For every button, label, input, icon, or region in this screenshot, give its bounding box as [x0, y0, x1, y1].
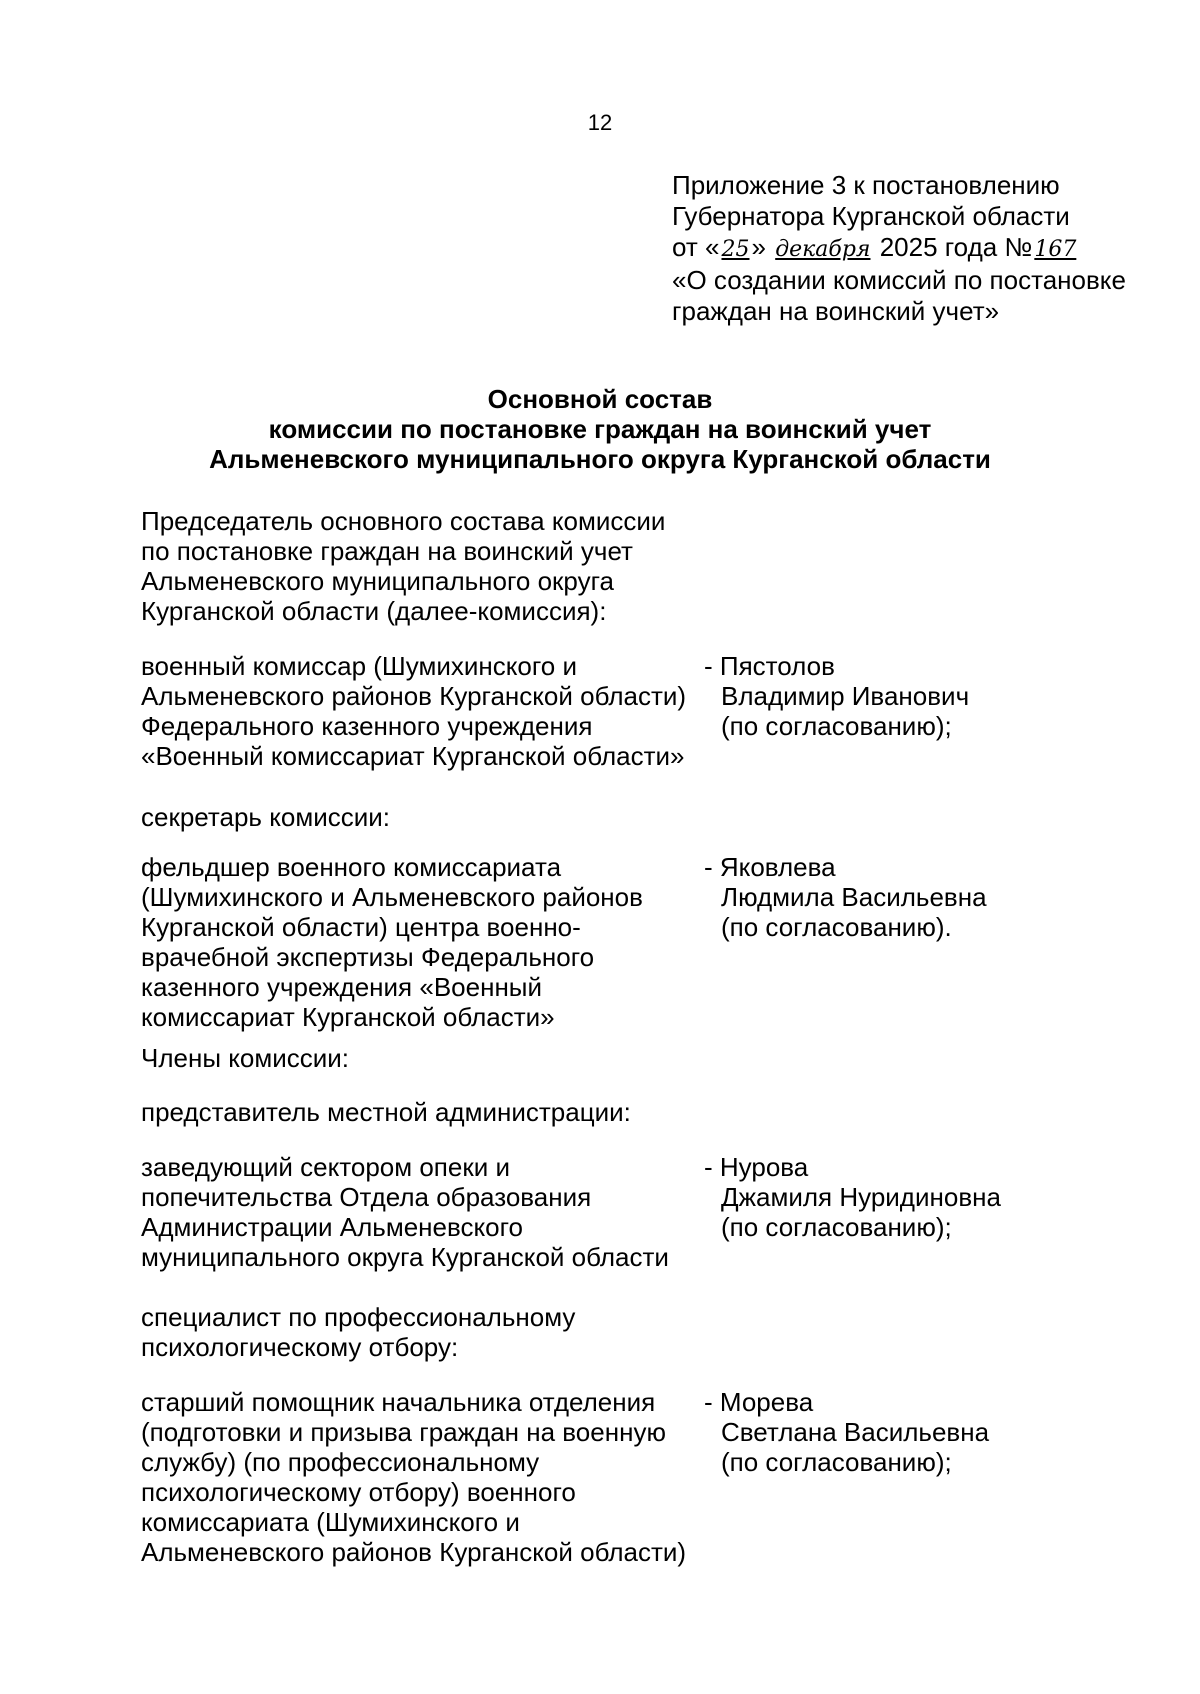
- person-note: (по согласованию).: [721, 912, 952, 942]
- psych-header-line: психологическому отбору:: [141, 1332, 459, 1362]
- person-note: (по согласованию);: [721, 711, 952, 741]
- secretary-header-text: секретарь комиссии:: [141, 802, 390, 832]
- position-line: фельдшер военного комиссариата: [141, 852, 562, 882]
- position-line: Федерального казенного учреждения: [141, 711, 593, 741]
- secretary-header: [141, 802, 696, 832]
- title-line-1: Основной состав: [487, 384, 713, 414]
- person-name: Людмила Васильевна: [721, 882, 987, 912]
- position-line: психологическому отбору) военного: [141, 1477, 576, 1507]
- position-line: (подготовки и призыва граждан на военную: [141, 1417, 666, 1447]
- person-note: (по согласованию);: [721, 1212, 952, 1242]
- psych-entry: [141, 1387, 1081, 1567]
- position-line: Альменевского районов Курганской области): [141, 681, 687, 711]
- members-header-text: Члены комиссии:: [141, 1043, 350, 1073]
- secretary-person: [704, 852, 1024, 942]
- date-prefix: от «: [672, 232, 720, 262]
- title-line-3: Альменевского муниципального округа Курганской области: [209, 444, 991, 474]
- position-line: казенного учреждения «Военный: [141, 972, 543, 1002]
- chairman-header-line: Председатель основного состава комиссии: [141, 506, 666, 536]
- handwritten-month: декабря: [775, 237, 871, 262]
- handwritten-doc-number: 167: [1034, 237, 1077, 262]
- local-admin-header: [141, 1097, 696, 1127]
- page-number: 12: [587, 110, 613, 135]
- members-header: [141, 1043, 696, 1073]
- date-mid: »: [751, 232, 766, 262]
- person-surname: - Яковлева: [704, 852, 836, 882]
- position-line: военный комиссар (Шумихинского и: [141, 651, 577, 681]
- handwritten-day: 25: [721, 237, 750, 262]
- chairman-header: [141, 506, 696, 626]
- person-surname: - Пястолов: [704, 651, 835, 681]
- document-title: [0, 384, 1200, 474]
- person-surname: - Морева: [704, 1387, 814, 1417]
- position-line: муниципального округа Курганской области: [141, 1242, 669, 1272]
- chairman-header-line: по постановке граждан на воинский учет: [141, 536, 633, 566]
- appendix-line-2: Губернатора Курганской области: [672, 201, 1070, 231]
- chairman-header-line: Курганской области (далее-комиссия):: [141, 596, 607, 626]
- person-name: Светлана Васильевна: [721, 1417, 990, 1447]
- position-line: Альменевского районов Курганской области): [141, 1537, 687, 1567]
- position-line: старший помощник начальника отделения: [141, 1387, 656, 1417]
- position-line: (Шумихинского и Альменевского районов: [141, 882, 643, 912]
- position-line: службу) (по профессиональному: [141, 1447, 540, 1477]
- person-name: Джамиля Нуридиновна: [721, 1182, 1001, 1212]
- appendix-date-line: [672, 232, 1172, 265]
- chairman-entry: [141, 651, 1081, 771]
- date-year: 2025 года №: [872, 232, 1033, 262]
- position-line: врачебной экспертизы Федерального: [141, 942, 595, 972]
- psych-person: [704, 1387, 1024, 1477]
- secretary-position: [141, 852, 696, 1032]
- local-admin-person: [704, 1152, 1024, 1242]
- position-line: Администрации Альменевского: [141, 1212, 524, 1242]
- chairman-person: [704, 651, 1024, 741]
- appendix-line-4: «О создании комиссий по постановке: [672, 265, 1126, 295]
- position-line: заведующий сектором опеки и: [141, 1152, 510, 1182]
- person-note: (по согласованию);: [721, 1447, 952, 1477]
- position-line: «Военный комиссариат Курганской области»: [141, 741, 685, 771]
- title-line-2: комиссии по постановке граждан на воинский учет: [268, 414, 932, 444]
- appendix-line-1: Приложение 3 к постановлению: [672, 170, 1060, 200]
- person-surname: - Нурова: [704, 1152, 809, 1182]
- appendix-header: [672, 170, 1172, 327]
- local-admin-entry: [141, 1152, 1081, 1272]
- position-line: Курганской области) центра военно-: [141, 912, 581, 942]
- psych-header-line: специалист по профессиональному: [141, 1302, 576, 1332]
- secretary-entry: [141, 852, 1081, 1032]
- position-line: комиссариат Курганской области»: [141, 1002, 555, 1032]
- appendix-line-5: граждан на воинский учет»: [672, 296, 1000, 326]
- person-name: Владимир Иванович: [721, 681, 970, 711]
- local-admin-header-text: представитель местной администрации:: [141, 1097, 631, 1127]
- local-admin-position: [141, 1152, 696, 1272]
- psych-header: [141, 1302, 696, 1362]
- position-line: попечительства Отдела образования: [141, 1182, 592, 1212]
- chairman-position: [141, 651, 696, 771]
- position-line: комиссариата (Шумихинского и: [141, 1507, 520, 1537]
- chairman-header-line: Альменевского муниципального округа: [141, 566, 614, 596]
- psych-position: [141, 1387, 696, 1567]
